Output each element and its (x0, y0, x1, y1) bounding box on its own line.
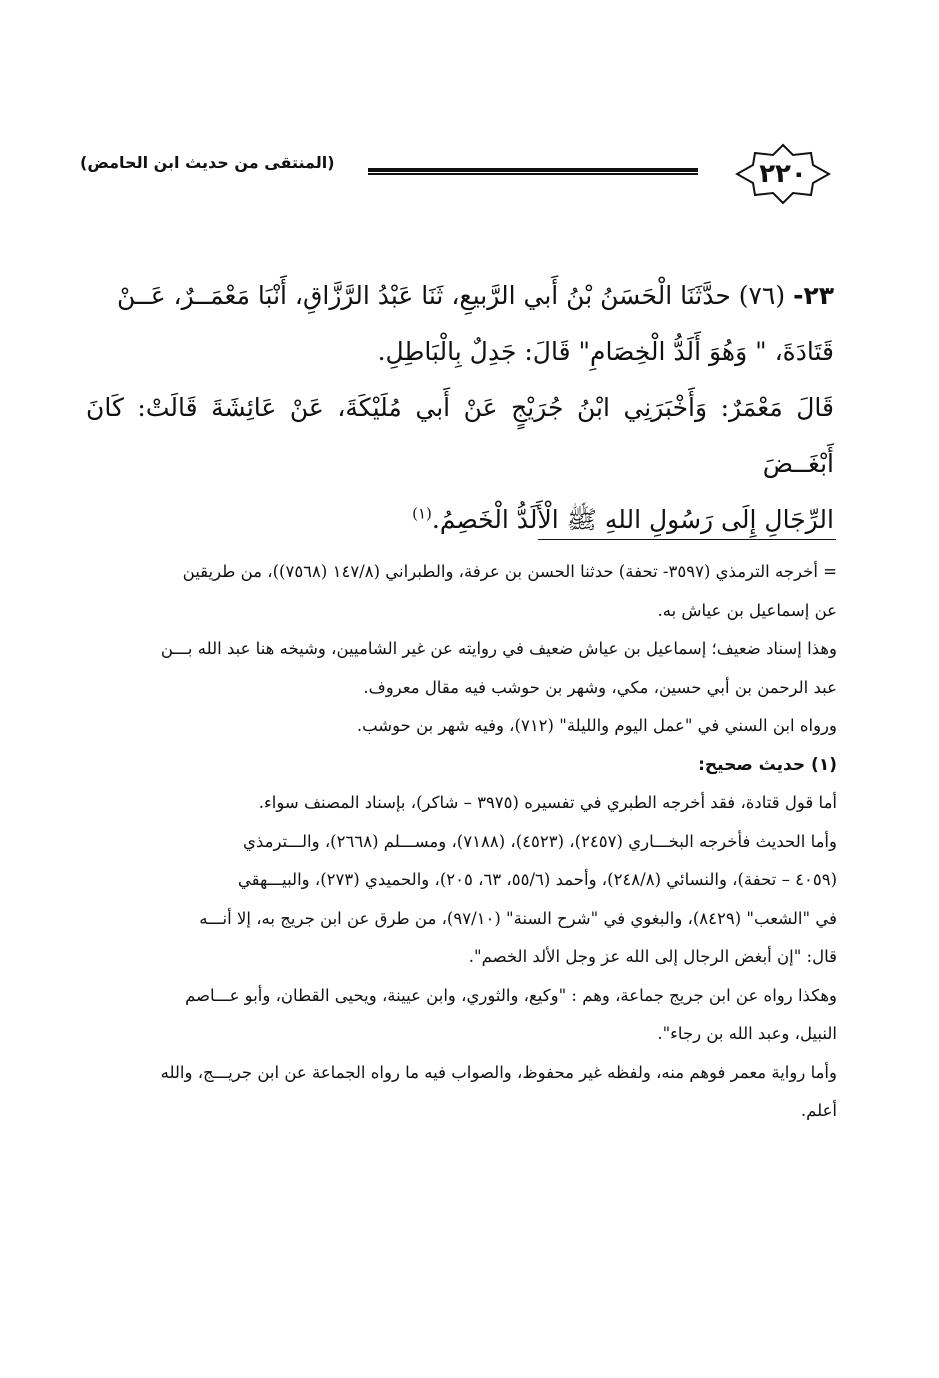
footnote-line: وأما الحديث فأخرجه البخـــاري (٢٤٥٧)، (٤٥٢٣)، (٧١٨٨)، ومســـلم (٢٦٦٨)، والـــترمذي (243, 831, 837, 851)
footnote-line: النبيل، وعبد الله بن رجاء". (657, 1024, 837, 1043)
running-title: (المنتقى من حديث ابن الحامض) (80, 153, 335, 172)
footnote-line: = أخرجه الترمذي (٣٥٩٧- تحفة) حدثنا الحسن بن عرفة، والطبراني (١٤٧/٨ (٧٥٦٨))، من طريقين (182, 562, 837, 581)
footnote-line: ورواه ابن السني في "عمل اليوم والليلة" (٧١٢)، وفيه شهر بن حوشب. (356, 716, 837, 735)
footnote-line: في "الشعب" (٨٤٢٩)، والبغوي في "شرح السنة" (٩٧/١٠)، من طرق عن ابن جريج به، إلا أنـــه (199, 908, 837, 928)
footnote-line: وهذا إسناد ضعيف؛ إسماعيل بن عياش ضعيف في روايته عن غير الشاميين، وشيخه هنا عبد الله بـــن (160, 639, 837, 658)
footnote-line: وهكذا رواه عن ابن جريج جماعة، وهم : "وكيع، والثوري، وابن عيينة، ويحيى القطان، وأبو عـــاصم (185, 985, 837, 1005)
hadith-text (86, 268, 834, 548)
footnote-line: أما قول قتادة، فقد أخرجه الطبري في تفسيره (٣٩٧٥ – شاكر)، بإسناد المصنف سواء. (258, 793, 837, 812)
footnote-line: (٤٠٥٩ – تحفة)، والنسائي (٢٤٨/٨)، وأحمد (٥٥/٦، ٦٣، ٢٠٥)، والحميدي (٢٧٣)، والبيـــهقي (237, 870, 837, 889)
page-number-badge (735, 143, 831, 205)
footnote-line: أعلم. (800, 1101, 837, 1120)
hadith-line: قَالَ مَعْمَرٌ: وَأَخْبَرَنِي ابْنُ جُرَيْجٍ عَنْ أَبي مُلَيْكَةَ، عَنْ عَائِشَةَ قَالَتْ: كَانَ أَبْغَــضَ (86, 393, 834, 478)
hadith-line-text: الرِّجَالِ إِلَى رَسُولِ اللهِ ﷺ الْأَلَدُّ الْخَصِمُ. (431, 505, 834, 534)
footnote-line: قال: "إن أبغض الرجال إلى الله عز وجل الألد الخصم". (468, 947, 837, 966)
footnote-line: وأما رواية معمر فوهم منه، ولفظه غير محفوظ، والصواب فيه ما رواه الجماعة عن ابن جريـــج، والله (160, 1062, 837, 1082)
hadith-number: ٢٣- (793, 281, 834, 310)
footnote-line: عن إسماعيل بن عياش به. (657, 600, 837, 620)
footnote-separator (538, 539, 836, 540)
hadith-line: قَتَادَةَ، " وَهُوَ أَلَدُّ الْخِصَامِ" قَالَ: جَدِلٌ بِالْبَاطِلِ. (377, 337, 834, 366)
page-number: ٢٢٠ (759, 159, 807, 189)
footnote-heading: (١) حديث صحيح: (698, 754, 837, 775)
footnote-line: عبد الرحمن بن أبي حسين، مكي، وشهر بن حوشب فيه مقال معروف. (363, 677, 837, 697)
header-rule (368, 168, 698, 172)
hadith-line (86, 268, 834, 324)
hadith-line-text: (٧٦) حدَّثَنَا الْحَسَنُ بْنُ أَبي الرَّبيعِ، ثَنَا عَبْدُ الرَّزَّاقِ، أَنْبَا مَعْمَــرٌ، عَــنْ (117, 281, 786, 310)
footnotes (90, 553, 837, 1131)
footnote-marker: (١) (412, 504, 432, 523)
